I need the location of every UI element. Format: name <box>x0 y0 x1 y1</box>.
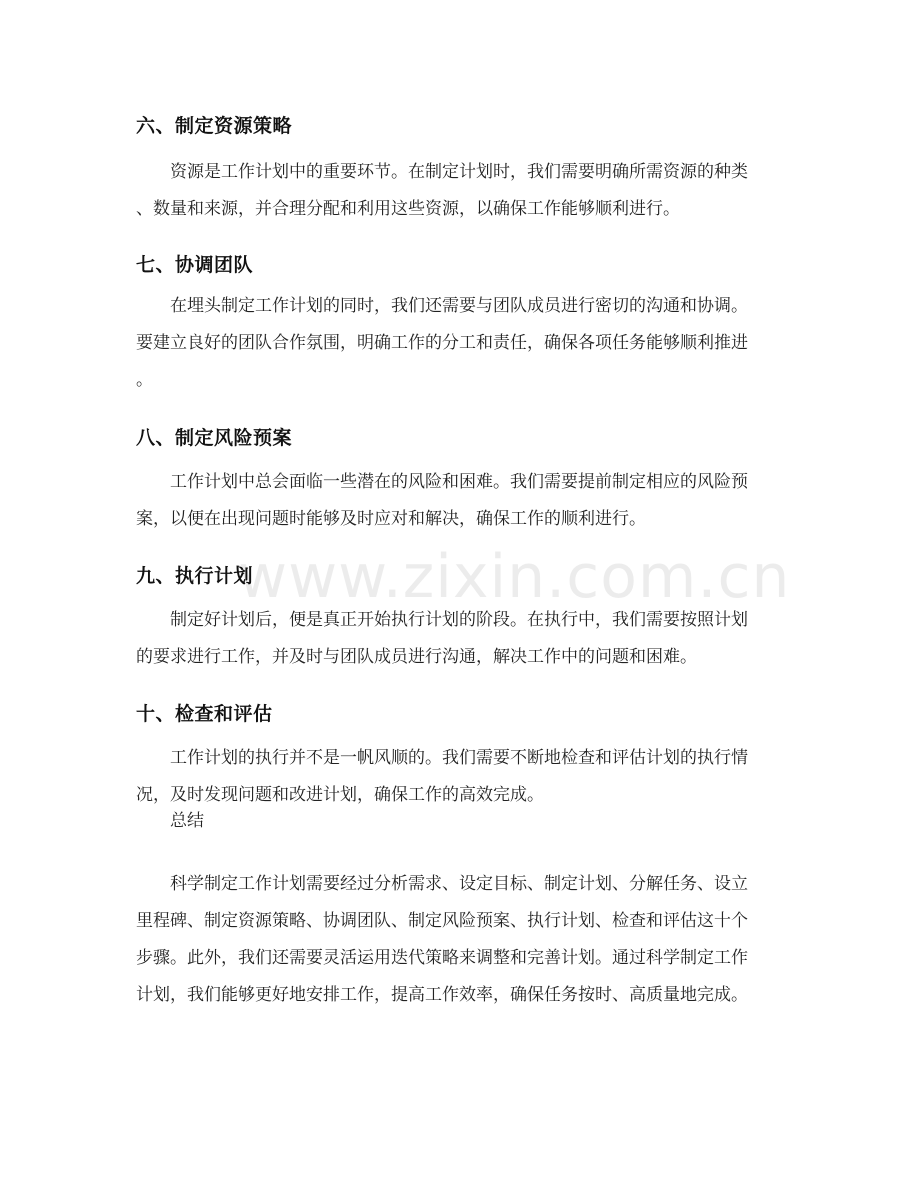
paragraph-line: 步骤。此外，我们还需要灵活运用迭代策略来调整和完善计划。通过科学制定工作 <box>136 948 748 968</box>
section-paragraph-9 <box>136 602 792 676</box>
paragraph-line: 在埋头制定工作计划的同时，我们还需要与团队成员进行密切的沟通和协调。 <box>170 296 748 316</box>
paragraph-line: 况，及时发现问题和改进计划，确保工作的高效完成。 <box>136 785 544 805</box>
section-paragraph-7 <box>136 288 792 399</box>
summary-paragraph <box>136 866 792 1014</box>
paragraph-line: 科学制定工作计划需要经过分析需求、设定目标、制定计划、分解任务、设立 <box>170 874 748 894</box>
paragraph-line: 要建立良好的团队合作氛围，明确工作的分工和责任，确保各项任务能够顺利推进 <box>136 333 748 353</box>
section-heading-7: 七、协调团队 <box>136 254 254 276</box>
section-heading-8: 八、制定风险预案 <box>136 427 293 449</box>
watermark: www.zixin.com.cn <box>238 542 791 612</box>
paragraph-line: 资源是工作计划中的重要环节。在制定计划时，我们需要明确所需资源的种类 <box>170 162 748 182</box>
section-paragraph-6 <box>136 154 792 228</box>
section-heading-6: 六、制定资源策略 <box>136 115 293 137</box>
paragraph-line: 工作计划中总会面临一些潜在的风险和困难。我们需要提前制定相应的风险预 <box>170 472 748 492</box>
paragraph-line: 计划，我们能够更好地安排工作，提高工作效率，确保任务按时、高质量地完成。 <box>136 985 748 1005</box>
paragraph-line: 、数量和来源，并合理分配和利用这些资源，以确保工作能够顺利进行。 <box>136 199 680 219</box>
section-heading-9: 九、执行计划 <box>136 565 254 587</box>
paragraph-line: 制定好计划后，便是真正开始执行计划的阶段。在执行中，我们需要按照计划 <box>170 610 748 630</box>
paragraph-line: 工作计划的执行并不是一帆风顺的。我们需要不断地检查和评估计划的执行情 <box>170 748 748 768</box>
paragraph-line: 的要求进行工作，并及时与团队成员进行沟通，解决工作中的问题和困难。 <box>136 647 697 667</box>
summary-label-block <box>136 803 792 840</box>
section-paragraph-8 <box>136 464 792 538</box>
paragraph-line: 案，以便在出现问题时能够及时应对和解决，确保工作的顺利进行。 <box>136 509 646 529</box>
paragraph-line: 里程碑、制定资源策略、协调团队、制定风险预案、执行计划、检查和评估这十个 <box>136 911 748 931</box>
paragraph-line: 。 <box>136 370 153 390</box>
summary-label: 总结 <box>170 811 204 831</box>
section-heading-10: 十、检查和评估 <box>136 703 273 725</box>
